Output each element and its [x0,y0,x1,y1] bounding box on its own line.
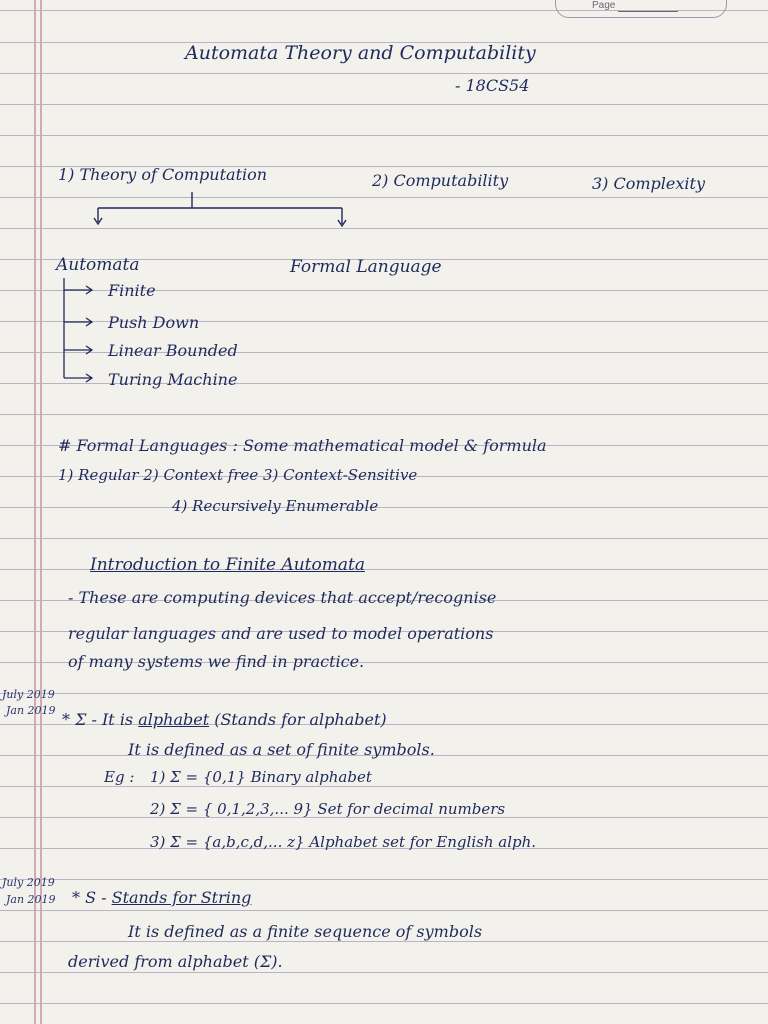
intro-line: - These are computing devices that accept/recognise [68,588,497,607]
list-bracket-arrows [58,278,108,390]
automata-type: Push Down [108,313,200,332]
sigma-example: 3) Σ = {a,b,c,d,... z} Alphabet set for English alph. [150,833,537,851]
formal-languages-list: 4) Recursively Enumerable [172,497,379,515]
sigma-example: 1) Σ = {0,1} Binary alphabet [150,768,372,786]
margin-date: July 2019 [2,876,55,889]
branch-arrows [80,190,380,240]
margin-date: July 2019 [2,688,55,701]
string-definition: It is defined as a finite sequence of symbols [128,922,483,941]
intro-line: regular languages and are used to model operations [68,624,494,643]
automata-type: Turing Machine [108,370,238,389]
formal-languages-list: 1) Regular 2) Context free 3) Context-Sensitive [58,466,418,484]
string-definition: derived from alphabet (Σ). [68,952,283,971]
page-label: Page [592,0,616,11]
string-heading: * S - Stands for String [72,888,252,907]
margin-line [34,0,36,1024]
topic-theory: 1) Theory of Computation [58,165,268,184]
example-label: Eg : [104,768,135,786]
topic-computability: 2) Computability [372,171,509,190]
automata-type: Linear Bounded [108,341,238,360]
branch-formal-language: Formal Language [290,257,442,277]
sigma-example: 2) Σ = { 0,1,2,3,... 9} Set for decimal numbers [150,800,506,818]
page-title: Automata Theory and Computability [185,42,536,64]
sigma-heading: * Σ - It is alphabet (Stands for alphabet) [62,710,387,729]
formal-languages-heading: # Formal Languages : Some mathematical model & formula [58,436,547,455]
margin-line [40,0,42,1024]
automata-type: Finite [108,281,156,300]
page-number-box [555,0,727,18]
intro-heading: Introduction to Finite Automata [90,555,365,575]
margin-date: Jan 2019 [6,893,56,906]
margin-date: Jan 2019 [6,704,56,717]
sigma-definition: It is defined as a set of finite symbols. [128,740,435,759]
intro-line: of many systems we find in practice. [68,652,365,671]
course-code: - 18CS54 [455,76,530,95]
topic-complexity: 3) Complexity [592,174,705,193]
branch-automata: Automata [56,255,140,275]
